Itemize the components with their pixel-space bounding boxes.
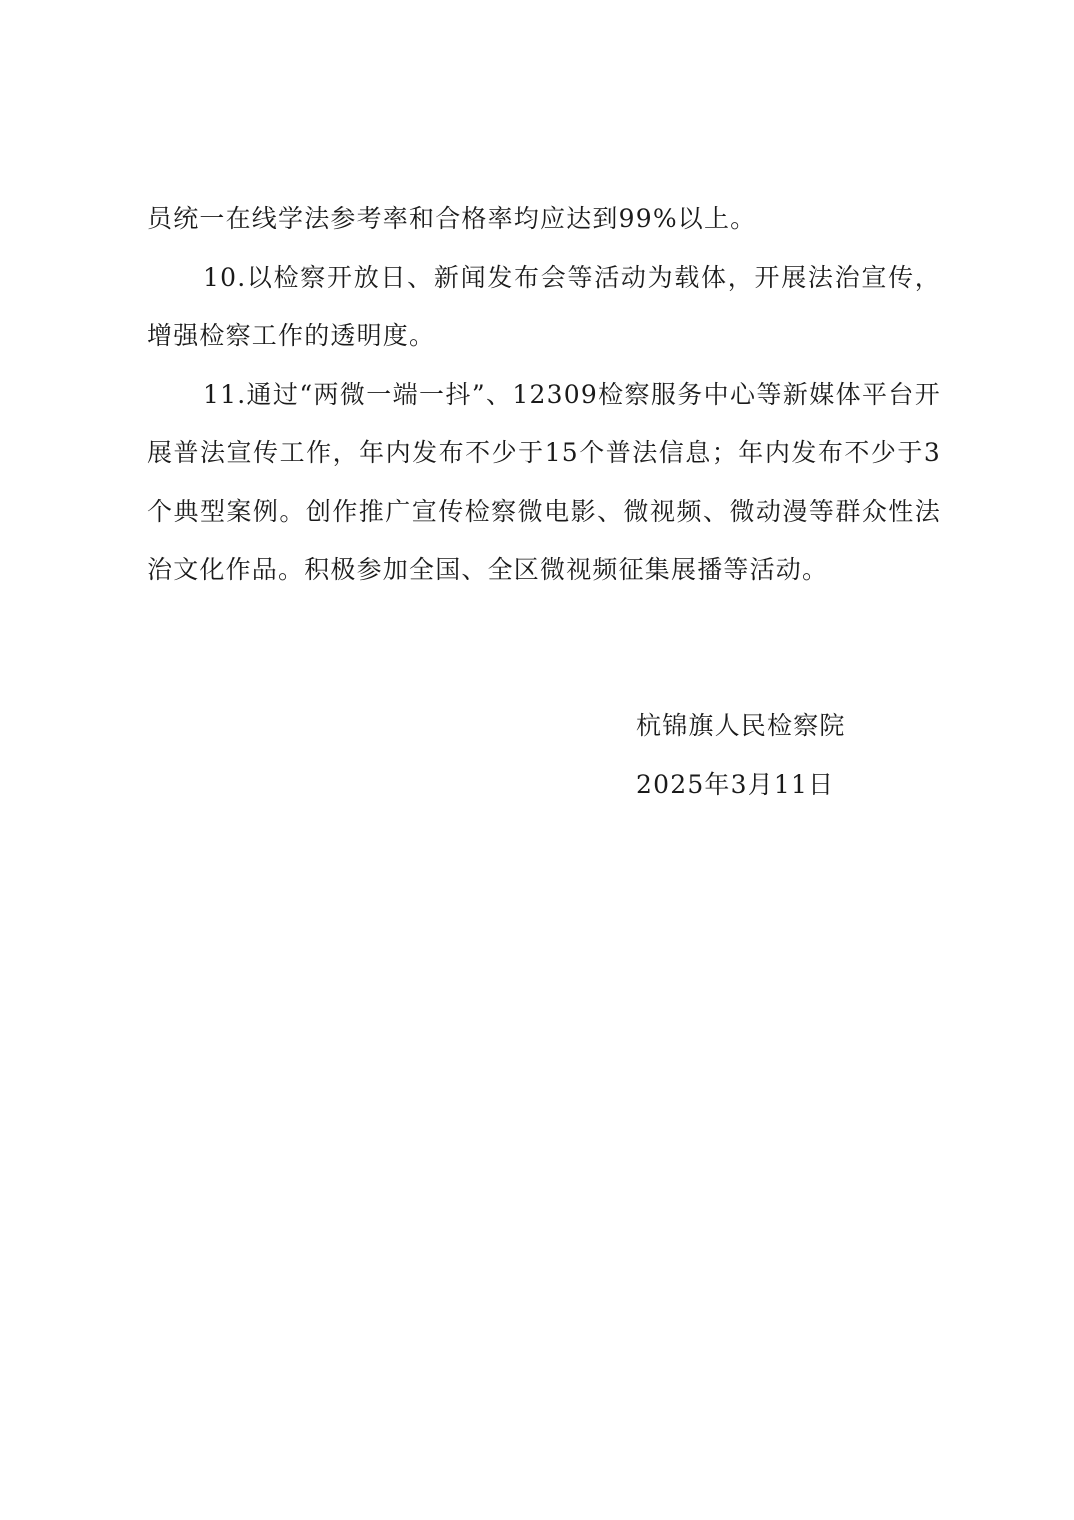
signature-block [636,697,846,814]
paragraph-item-10: 10.以检察开放日、新闻发布会等活动为载体，开展法治宣传，增强检察工作的透明度。 [147,262,941,350]
paragraph-item-11: 11.通过“两微一端一抖”、12309检察服务中心等新媒体平台开展普法宣传工作，年内发布不少于15个普法信息；年内发布不少于3个典型案例。创作推广宣传检察微电影、微视频、微动漫等群众性法治文化作品。积极参加全国、全区微视频征集展播等活动。 [147,379,941,584]
signature-organization: 杭锦旗人民检察院 [636,711,846,740]
signature-date: 2025年3月11日 [636,769,835,799]
paragraph-continuation: 员统一在线学法参考率和合格率均应达到99%以上。 [147,204,757,233]
body-text [147,190,941,600]
